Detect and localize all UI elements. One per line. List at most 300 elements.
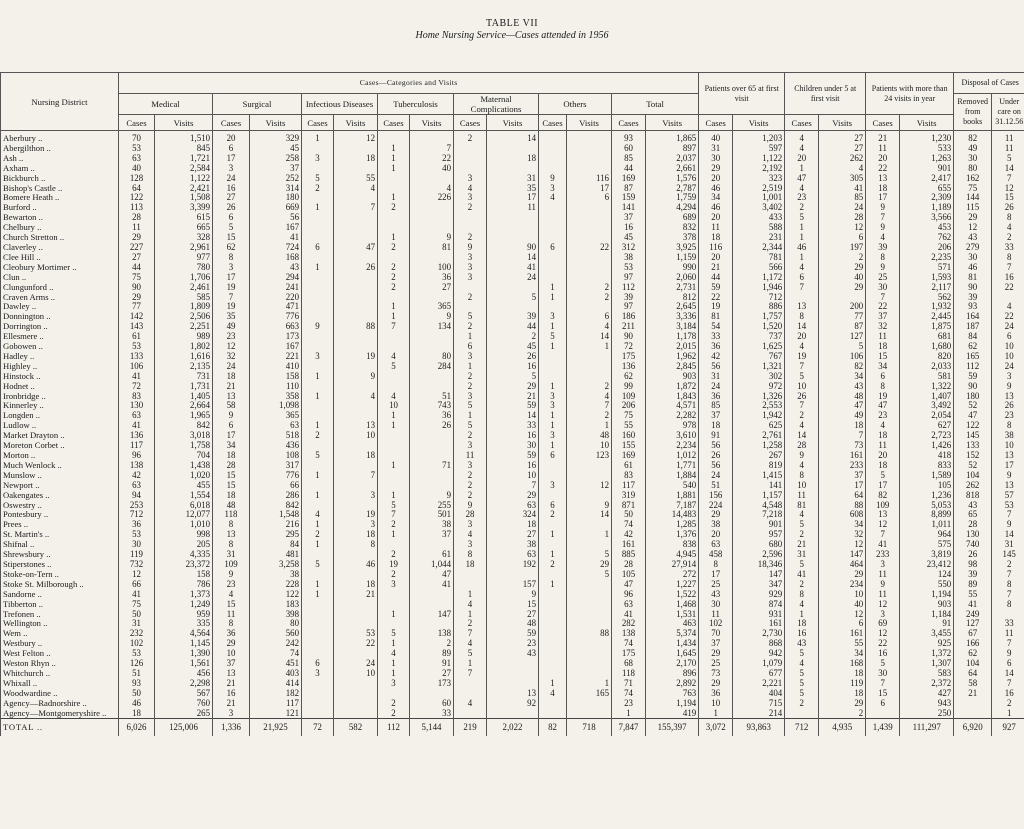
cell-mat-c: 28 bbox=[454, 510, 487, 520]
cell-mat-v: 45 bbox=[487, 342, 539, 352]
cell-sur-v: 481 bbox=[250, 550, 302, 560]
cell-mat-v: 27 bbox=[487, 610, 539, 620]
cell-tb-v: 36 bbox=[410, 273, 454, 283]
cell-u5-v: 18 bbox=[819, 669, 866, 679]
cell-oth-v bbox=[567, 610, 612, 620]
cell-sur-c: 27 bbox=[213, 193, 250, 203]
cell-sur-c: 29 bbox=[213, 639, 250, 649]
cell-tb-c: 1 bbox=[378, 461, 410, 471]
district-name: Burford .. bbox=[1, 203, 119, 213]
cell-tot-v: 1,884 bbox=[646, 471, 699, 481]
cell-med-v: 760 bbox=[155, 699, 213, 709]
cell-mat-c: 3 bbox=[454, 392, 487, 402]
cell-tot-v: 1,576 bbox=[646, 174, 699, 184]
cell-med-v: 1,721 bbox=[155, 154, 213, 164]
cell-mat-c: 11 bbox=[454, 451, 487, 461]
cell-removed: 39 bbox=[954, 293, 992, 303]
cell-o65-c: 70 bbox=[699, 629, 733, 639]
cell-tot-v: 5,374 bbox=[646, 629, 699, 639]
cell-u5-c: 13 bbox=[785, 302, 819, 312]
cell-inf-c bbox=[302, 461, 334, 471]
cell-inf-c bbox=[302, 441, 334, 451]
cell-med-v: 665 bbox=[155, 223, 213, 233]
total-oth-v: 718 bbox=[567, 719, 612, 736]
cell-inf-c: 1 bbox=[302, 372, 334, 382]
cell-oth-v bbox=[567, 223, 612, 233]
cell-m24-v: 3,492 bbox=[900, 401, 954, 411]
cell-med-v: 786 bbox=[155, 580, 213, 590]
cell-mat-c: 3 bbox=[454, 441, 487, 451]
cell-mat-v: 192 bbox=[487, 560, 539, 570]
cell-med-c: 117 bbox=[119, 441, 155, 451]
cell-mat-v bbox=[487, 659, 539, 669]
cell-m24-c: 11 bbox=[866, 590, 900, 600]
cell-m24-v: 1,875 bbox=[900, 322, 954, 332]
cell-removed: 39 bbox=[954, 570, 992, 580]
cell-m24-c: 69 bbox=[866, 619, 900, 629]
cell-inf-c: 3 bbox=[302, 669, 334, 679]
cell-u5-v: 64 bbox=[819, 491, 866, 501]
cell-mat-v: 15 bbox=[487, 600, 539, 610]
cell-o65-v: 957 bbox=[733, 530, 785, 540]
cell-inf-v: 3 bbox=[334, 520, 378, 530]
cell-tb-v: 173 bbox=[410, 679, 454, 689]
cell-oth-c bbox=[539, 540, 567, 550]
cell-oth-c: 9 bbox=[539, 174, 567, 184]
cell-med-v: 2,298 bbox=[155, 679, 213, 689]
cell-tot-c: 169 bbox=[612, 174, 646, 184]
cell-mat-v: 43 bbox=[487, 649, 539, 659]
table-row bbox=[1, 570, 1024, 580]
cell-mat-v: 16 bbox=[487, 362, 539, 372]
cell-o65-v: 886 bbox=[733, 302, 785, 312]
cell-tb-c: 2 bbox=[378, 709, 410, 719]
district-name: Tibberton .. bbox=[1, 600, 119, 610]
cell-inf-v: 7 bbox=[334, 203, 378, 213]
cell-oth-v: 2 bbox=[567, 283, 612, 293]
cell-oth-c: 5 bbox=[539, 332, 567, 342]
cell-m24-v: 250 bbox=[900, 709, 954, 719]
cell-med-v: 1,809 bbox=[155, 302, 213, 312]
cell-med-v: 780 bbox=[155, 263, 213, 273]
cell-tb-c: 4 bbox=[378, 392, 410, 402]
cell-med-v: 615 bbox=[155, 213, 213, 223]
district-name: Ludlow .. bbox=[1, 421, 119, 431]
cell-tot-c: 53 bbox=[612, 263, 646, 273]
cell-med-c: 29 bbox=[119, 293, 155, 303]
cell-tb-c bbox=[378, 451, 410, 461]
cell-o65-c: 17 bbox=[699, 570, 733, 580]
cell-m24-v: 925 bbox=[900, 639, 954, 649]
subheader-cases: Cases bbox=[866, 115, 900, 131]
cell-tb-v: 134 bbox=[410, 322, 454, 332]
cell-u5-c: 14 bbox=[785, 431, 819, 441]
cell-m24-c bbox=[866, 709, 900, 719]
cell-removed: 58 bbox=[954, 679, 992, 689]
cell-med-c: 94 bbox=[119, 491, 155, 501]
cell-sur-v: 41 bbox=[250, 233, 302, 243]
cell-tot-v: 897 bbox=[646, 144, 699, 154]
cell-oth-c: 1 bbox=[539, 322, 567, 332]
cell-m24-v: 1,189 bbox=[900, 203, 954, 213]
cell-oth-c: 2 bbox=[539, 510, 567, 520]
cell-o65-v: 3,402 bbox=[733, 203, 785, 213]
cell-u5-c bbox=[785, 293, 819, 303]
cell-med-v: 1,373 bbox=[155, 590, 213, 600]
cell-tot-v: 832 bbox=[646, 223, 699, 233]
cell-under-care: 9 bbox=[992, 649, 1024, 659]
cell-mat-c bbox=[454, 679, 487, 689]
cell-sur-v: 167 bbox=[250, 342, 302, 352]
cell-u5-v: 41 bbox=[819, 184, 866, 194]
cell-m24-v: 762 bbox=[900, 233, 954, 243]
cell-o65-v: 7,218 bbox=[733, 510, 785, 520]
cell-tb-c bbox=[378, 590, 410, 600]
total-header: Total bbox=[612, 94, 699, 115]
cell-tot-c: 83 bbox=[612, 471, 646, 481]
maternal-header: Maternal Complications bbox=[454, 94, 539, 115]
cell-oth-v: 10 bbox=[567, 441, 612, 451]
table-row bbox=[1, 342, 1024, 352]
cell-m24-c: 23 bbox=[866, 411, 900, 421]
table-row bbox=[1, 709, 1024, 719]
cell-inf-v: 22 bbox=[334, 639, 378, 649]
cell-med-c: 122 bbox=[119, 193, 155, 203]
cell-m24-c: 16 bbox=[866, 649, 900, 659]
cell-u5-c: 1 bbox=[785, 233, 819, 243]
cell-mat-v: 26 bbox=[487, 352, 539, 362]
cell-inf-c bbox=[302, 283, 334, 293]
cell-mat-c: 4 bbox=[454, 184, 487, 194]
cell-sur-v: 286 bbox=[250, 491, 302, 501]
cell-med-c: 36 bbox=[119, 520, 155, 530]
cell-m24-c: 18 bbox=[866, 184, 900, 194]
cell-inf-c: 1 bbox=[302, 590, 334, 600]
categories-band-header: Cases—Categories and Visits bbox=[119, 73, 699, 94]
cell-u5-c: 8 bbox=[785, 471, 819, 481]
cell-m24-c: 109 bbox=[866, 501, 900, 511]
cell-med-c: 232 bbox=[119, 629, 155, 639]
cell-med-c: 42 bbox=[119, 471, 155, 481]
subheader-visits: Visits bbox=[410, 115, 454, 131]
cell-o65-c: 26 bbox=[699, 451, 733, 461]
cell-under-care: 16 bbox=[992, 273, 1024, 283]
cell-sur-c: 34 bbox=[213, 441, 250, 451]
cell-m24-c: 20 bbox=[866, 451, 900, 461]
district-name: Hodnet .. bbox=[1, 382, 119, 392]
cell-med-c: 31 bbox=[119, 619, 155, 629]
cell-removed: 43 bbox=[954, 233, 992, 243]
table-row bbox=[1, 213, 1024, 223]
cell-med-v: 1,965 bbox=[155, 411, 213, 421]
cell-removed: 115 bbox=[954, 203, 992, 213]
cell-o65-c: 36 bbox=[699, 689, 733, 699]
cell-oth-v bbox=[567, 164, 612, 174]
cell-sur-v: 403 bbox=[250, 669, 302, 679]
cell-under-care bbox=[992, 293, 1024, 303]
cell-sur-c: 8 bbox=[213, 520, 250, 530]
cell-m24-v: 581 bbox=[900, 372, 954, 382]
cell-med-v: 1,616 bbox=[155, 352, 213, 362]
cell-med-c: 41 bbox=[119, 372, 155, 382]
cell-u5-c: 5 bbox=[785, 213, 819, 223]
cell-m24-v: 23,412 bbox=[900, 560, 954, 570]
cell-o65-c: 37 bbox=[699, 639, 733, 649]
cell-tot-c: 112 bbox=[612, 283, 646, 293]
cell-inf-c bbox=[302, 213, 334, 223]
cell-m24-v: 3,455 bbox=[900, 629, 954, 639]
cell-tb-c: 1 bbox=[378, 610, 410, 620]
district-name: Much Wenlock .. bbox=[1, 461, 119, 471]
cell-u5-v: 88 bbox=[819, 501, 866, 511]
table-row bbox=[1, 273, 1024, 283]
cell-tb-c bbox=[378, 213, 410, 223]
cell-tot-v: 1,468 bbox=[646, 600, 699, 610]
cell-mat-v: 48 bbox=[487, 619, 539, 629]
cell-o65-v: 737 bbox=[733, 332, 785, 342]
cell-tb-v: 89 bbox=[410, 649, 454, 659]
cell-m24-c: 15 bbox=[866, 689, 900, 699]
cell-u5-v: 29 bbox=[819, 570, 866, 580]
cell-m24-v: 681 bbox=[900, 332, 954, 342]
district-name: Kinnerley .. bbox=[1, 401, 119, 411]
cell-oth-v bbox=[567, 520, 612, 530]
cell-m24-v: 1,307 bbox=[900, 659, 954, 669]
cell-mat-c: 2 bbox=[454, 619, 487, 629]
cell-med-v: 998 bbox=[155, 530, 213, 540]
cell-u5-c: 43 bbox=[785, 639, 819, 649]
cell-removed: 82 bbox=[954, 131, 992, 144]
cell-tot-c: 75 bbox=[612, 411, 646, 421]
cell-tot-v: 2,661 bbox=[646, 164, 699, 174]
cell-tot-c: 37 bbox=[612, 213, 646, 223]
cell-mat-c: 2 bbox=[454, 431, 487, 441]
cell-m24-v: 5,053 bbox=[900, 501, 954, 511]
cell-o65-c: 18 bbox=[699, 233, 733, 243]
cell-sur-c: 16 bbox=[213, 184, 250, 194]
cell-tb-v: 100 bbox=[410, 263, 454, 273]
cell-sur-c: 6 bbox=[213, 421, 250, 431]
cell-sur-c: 35 bbox=[213, 312, 250, 322]
cell-sur-c: 20 bbox=[213, 131, 250, 144]
cell-oth-c: 6 bbox=[539, 501, 567, 511]
cell-mat-c: 9 bbox=[454, 501, 487, 511]
cell-mat-v: 2 bbox=[487, 332, 539, 342]
district-name: Clee Hill .. bbox=[1, 253, 119, 263]
cell-tb-v bbox=[410, 213, 454, 223]
cell-tot-c: 72 bbox=[612, 342, 646, 352]
cell-tot-c: 74 bbox=[612, 689, 646, 699]
cell-o65-c: 30 bbox=[699, 600, 733, 610]
cell-oth-c bbox=[539, 639, 567, 649]
cell-oth-v bbox=[567, 600, 612, 610]
table-row bbox=[1, 223, 1024, 233]
cell-tot-v: 1,227 bbox=[646, 580, 699, 590]
cell-oth-v bbox=[567, 491, 612, 501]
cell-m24-c: 37 bbox=[866, 312, 900, 322]
cell-tb-c: 19 bbox=[378, 560, 410, 570]
cell-under-care: 13 bbox=[992, 392, 1024, 402]
cell-tot-v: 2,170 bbox=[646, 659, 699, 669]
total-mat-v: 2,022 bbox=[487, 719, 539, 736]
cell-sur-v: 117 bbox=[250, 699, 302, 709]
cell-med-v: 1,758 bbox=[155, 441, 213, 451]
cell-tot-v: 689 bbox=[646, 213, 699, 223]
cell-tot-v: 2,787 bbox=[646, 184, 699, 194]
cell-inf-v bbox=[334, 213, 378, 223]
cell-inf-c: 1 bbox=[302, 392, 334, 402]
cell-oth-c bbox=[539, 131, 567, 144]
table-row bbox=[1, 283, 1024, 293]
cell-med-v: 585 bbox=[155, 293, 213, 303]
cell-oth-c: 4 bbox=[539, 689, 567, 699]
cell-med-c: 712 bbox=[119, 510, 155, 520]
cell-inf-v: 12 bbox=[334, 131, 378, 144]
cell-mat-v: 29 bbox=[487, 382, 539, 392]
district-name: Agency—Radnorshire .. bbox=[1, 699, 119, 709]
cell-m24-v: 571 bbox=[900, 263, 954, 273]
cell-inf-v: 46 bbox=[334, 560, 378, 570]
cell-mat-c: 2 bbox=[454, 203, 487, 213]
district-name: Oakengates .. bbox=[1, 491, 119, 501]
cell-med-v: 1,508 bbox=[155, 193, 213, 203]
district-name: Wem .. bbox=[1, 629, 119, 639]
cell-mat-v: 11 bbox=[487, 203, 539, 213]
cell-med-c: 11 bbox=[119, 223, 155, 233]
cell-o65-c: 56 bbox=[699, 362, 733, 372]
cell-removed: 64 bbox=[954, 669, 992, 679]
cell-oth-c: 3 bbox=[539, 392, 567, 402]
cell-tot-c: 206 bbox=[612, 401, 646, 411]
cell-sur-v: 724 bbox=[250, 243, 302, 253]
cell-inf-v bbox=[334, 401, 378, 411]
cell-under-care: 33 bbox=[992, 619, 1024, 629]
cell-u5-c: 4 bbox=[785, 421, 819, 431]
cell-under-care: 17 bbox=[992, 461, 1024, 471]
cell-mat-c bbox=[454, 283, 487, 293]
cell-inf-c bbox=[302, 709, 334, 719]
cell-med-v: 158 bbox=[155, 570, 213, 580]
cell-oth-v bbox=[567, 352, 612, 362]
table-row bbox=[1, 372, 1024, 382]
cell-tot-v: 3,925 bbox=[646, 243, 699, 253]
cell-m24-c: 22 bbox=[866, 639, 900, 649]
cell-oth-c: 1 bbox=[539, 550, 567, 560]
cell-med-c: 28 bbox=[119, 213, 155, 223]
cell-m24-v: 2,117 bbox=[900, 283, 954, 293]
cell-sur-c: 6 bbox=[213, 144, 250, 154]
cell-removed: 90 bbox=[954, 283, 992, 293]
cell-med-v: 455 bbox=[155, 481, 213, 491]
cell-med-c: 63 bbox=[119, 481, 155, 491]
table-row bbox=[1, 451, 1024, 461]
cell-tot-c: 90 bbox=[612, 332, 646, 342]
cell-mat-v: 14 bbox=[487, 131, 539, 144]
cell-o65-v: 819 bbox=[733, 461, 785, 471]
cell-inf-c bbox=[302, 629, 334, 639]
cell-tb-c: 1 bbox=[378, 421, 410, 431]
cell-u5-v: 29 bbox=[819, 283, 866, 293]
cell-med-v: 23,372 bbox=[155, 560, 213, 570]
cell-sur-c: 18 bbox=[213, 491, 250, 501]
cell-sur-c: 31 bbox=[213, 550, 250, 560]
cell-u5-c: 5 bbox=[785, 520, 819, 530]
cell-u5-v: 85 bbox=[819, 193, 866, 203]
cell-u5-v: 43 bbox=[819, 382, 866, 392]
cell-sur-v: 436 bbox=[250, 441, 302, 451]
district-name: Dawley .. bbox=[1, 302, 119, 312]
cell-inf-v bbox=[334, 382, 378, 392]
cell-removed: 62 bbox=[954, 649, 992, 659]
cell-o65-c: 18 bbox=[699, 421, 733, 431]
cell-m24-v: 1,589 bbox=[900, 471, 954, 481]
cell-inf-c bbox=[302, 342, 334, 352]
cell-tot-v: 978 bbox=[646, 421, 699, 431]
cell-oth-c: 3 bbox=[539, 401, 567, 411]
cell-med-v: 1,010 bbox=[155, 520, 213, 530]
cell-m24-v: 1,230 bbox=[900, 131, 954, 144]
cell-mat-c: 18 bbox=[454, 560, 487, 570]
cell-u5-v: 24 bbox=[819, 203, 866, 213]
cell-under-care: 7 bbox=[992, 679, 1024, 689]
cell-o65-v: 712 bbox=[733, 293, 785, 303]
total-row bbox=[1, 719, 1024, 736]
cell-med-c: 138 bbox=[119, 461, 155, 471]
cell-med-c: 227 bbox=[119, 243, 155, 253]
table-row bbox=[1, 600, 1024, 610]
cell-sur-c: 9 bbox=[213, 411, 250, 421]
cell-u5-v: 127 bbox=[819, 332, 866, 342]
cell-under-care: 10 bbox=[992, 342, 1024, 352]
cell-u5-c: 4 bbox=[785, 342, 819, 352]
cell-tb-v bbox=[410, 689, 454, 699]
cell-m24-c: 7 bbox=[866, 530, 900, 540]
total-o65-v: 93,863 bbox=[733, 719, 785, 736]
cell-tb-c: 1 bbox=[378, 193, 410, 203]
cell-inf-v bbox=[334, 550, 378, 560]
cell-tb-v: 147 bbox=[410, 610, 454, 620]
cell-oth-v: 88 bbox=[567, 629, 612, 639]
cell-mat-c: 9 bbox=[454, 243, 487, 253]
cell-under-care: 12 bbox=[992, 184, 1024, 194]
cell-med-v: 4,564 bbox=[155, 629, 213, 639]
cell-oth-v: 5 bbox=[567, 550, 612, 560]
cell-u5-c: 8 bbox=[785, 590, 819, 600]
cell-tot-c: 55 bbox=[612, 421, 646, 431]
cell-tb-v: 41 bbox=[410, 580, 454, 590]
district-name: Hadley .. bbox=[1, 352, 119, 362]
cell-oth-v: 1 bbox=[567, 342, 612, 352]
total-inf-c: 72 bbox=[302, 719, 334, 736]
cell-tot-v: 4,294 bbox=[646, 203, 699, 213]
cell-sur-c: 24 bbox=[213, 362, 250, 372]
cell-tb-v bbox=[410, 481, 454, 491]
cell-u5-v: 48 bbox=[819, 392, 866, 402]
cell-o65-c: 51 bbox=[699, 481, 733, 491]
cell-o65-c: 81 bbox=[699, 312, 733, 322]
cell-tb-c bbox=[378, 600, 410, 610]
cell-med-v: 3,399 bbox=[155, 203, 213, 213]
cell-med-v: 2,251 bbox=[155, 322, 213, 332]
cell-m24-c: 3 bbox=[866, 560, 900, 570]
cell-sur-v: 294 bbox=[250, 273, 302, 283]
cell-sur-v: 242 bbox=[250, 639, 302, 649]
cell-mat-v: 59 bbox=[487, 401, 539, 411]
cell-o65-c: 24 bbox=[699, 382, 733, 392]
cell-inf-v: 18 bbox=[334, 154, 378, 164]
cell-u5-c: 1 bbox=[785, 223, 819, 233]
cell-med-c: 70 bbox=[119, 131, 155, 144]
